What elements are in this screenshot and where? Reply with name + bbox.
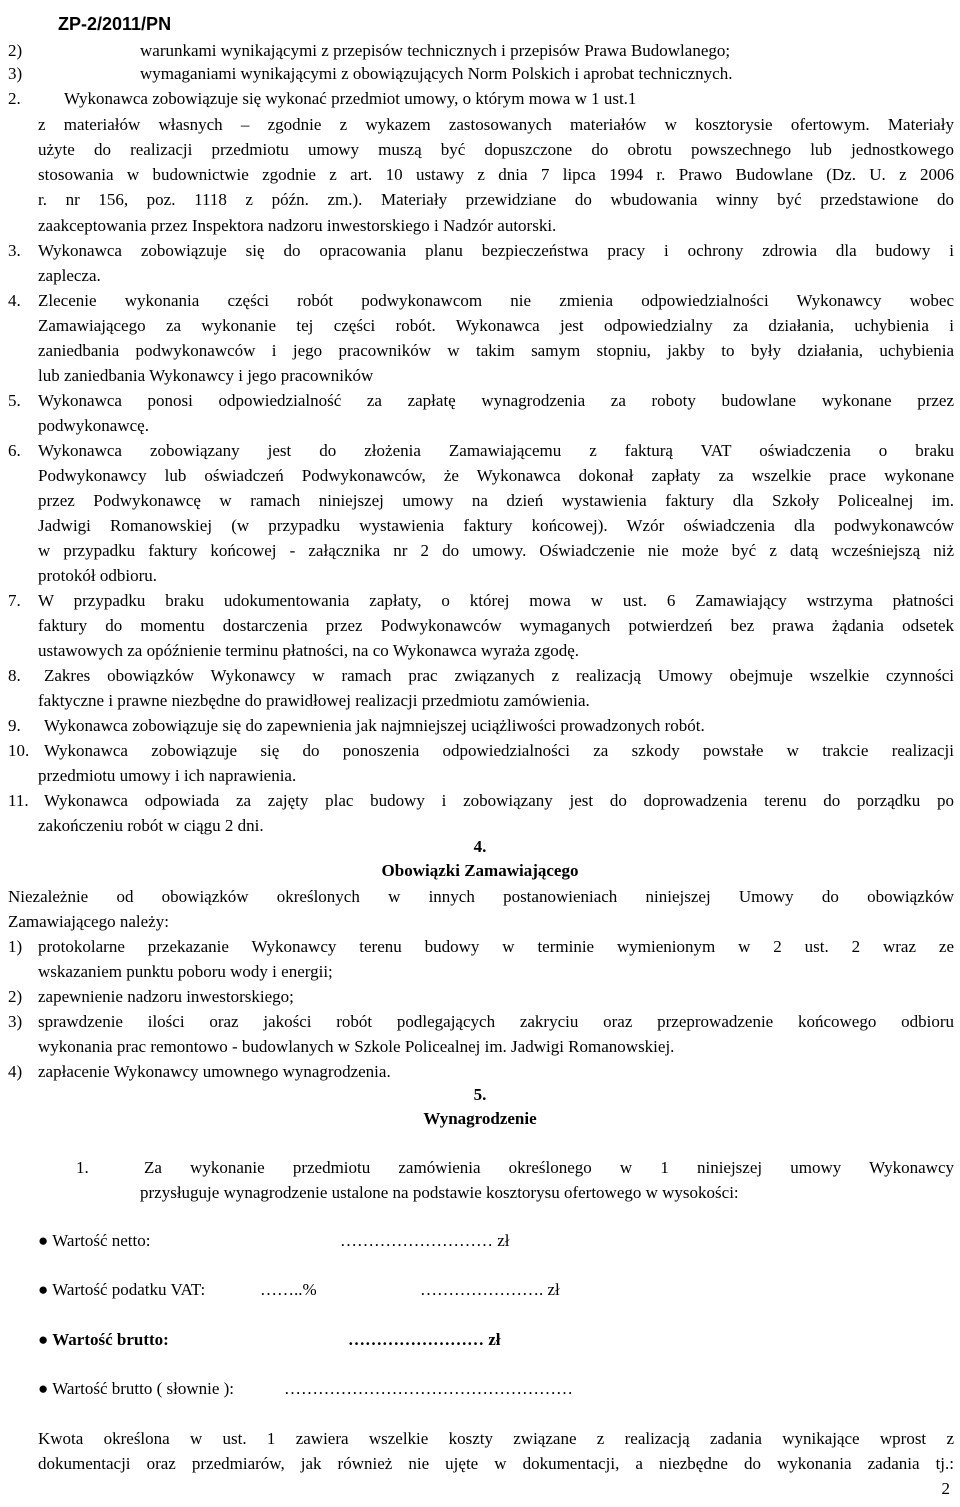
paragraph-line: lub zaniedbania Wykonawcy i jego pracowników <box>38 366 374 385</box>
bullet-percent: ……..% <box>260 1280 317 1299</box>
list-item-line: zapewnienie nadzoru inwestorskiego; <box>38 987 294 1006</box>
bullet-label: ● Wartość podatku VAT: <box>38 1280 206 1299</box>
paragraph-number: 2. <box>8 89 21 108</box>
paragraph-number: 4. <box>8 291 21 310</box>
paragraph-line: Zamawiającego należy: <box>8 912 169 931</box>
paragraph-line: zaplecza. <box>38 266 101 285</box>
paragraph-line: w przypadku faktury końcowej - załącznika nr 2 do umowy. Oświadczenie nie może być z datą wcześniejszą niż <box>38 541 954 560</box>
paragraph-line: Zamawiającego za wykonanie tej części robót. Wykonawca jest odpowiedzialny za działania, uchybienia i <box>38 316 954 335</box>
paragraph-number: 8. <box>8 666 21 685</box>
section-title: Obowiązki Zamawiającego <box>381 861 579 880</box>
section-number: 5. <box>473 1085 487 1104</box>
bullet-value: …………………. zł <box>420 1280 560 1299</box>
list-item-line: Za wykonanie przedmiotu zamówienia określonego w 1 niniejszej umowy Wykonawcy <box>144 1158 954 1177</box>
list-item-line: wykonania prac remontowo - budowlanych w Szkole Policealnej im. Jadwigi Romanowskiej. <box>38 1037 675 1056</box>
bullet-value: ……………………… zł <box>340 1231 510 1250</box>
paragraph-line: Wykonawca zobowiązuje się do zapewnienia jak najmniejszej uciążliwości prowadzonych robót. <box>44 716 705 735</box>
paragraph-line: Kwota określona w ust. 1 zawiera wszelkie koszty związane z realizacją zadania wynikające wprost z <box>38 1429 954 1448</box>
list-item-number: 3) <box>8 64 23 83</box>
bullet-value: …………………… zł <box>348 1330 501 1349</box>
list-item-number: 2) <box>8 987 23 1006</box>
paragraph-line: Jadwigi Romanowskiej (w przypadku wystawienia faktury końcowej). Wzór oświadczenia dla podwykonawców <box>38 516 954 535</box>
paragraph-line: Zlecenie wykonania części robót podwykonawcom nie zmienia odpowiedzialności Wykonawcy wobec <box>38 291 954 310</box>
list-item-number: 4) <box>8 1062 23 1081</box>
section-title: Wynagrodzenie <box>423 1109 537 1128</box>
list-item-line: protokolarne przekazanie Wykonawcy terenu budowy w terminie wymienionym w 2 ust. 2 wraz ze <box>38 937 954 956</box>
list-item-number: 2) <box>8 41 23 60</box>
paragraph-line: dokumentacji oraz przedmiarów, jak również nie ujęte w dokumentacji, a niezbędne do wykonania zadania tj.: <box>38 1454 954 1473</box>
bullet-label: ● Wartość brutto: <box>38 1330 169 1349</box>
paragraph-line: Podwykonawcy lub oświadczeń Podwykonawców, że Wykonawca dokonał zapłaty za wszelkie prace wykonane <box>38 466 954 485</box>
paragraph-number: 5. <box>8 391 21 410</box>
paragraph-number: 7. <box>8 591 21 610</box>
list-item-line: zapłacenie Wykonawcy umownego wynagrodzenia. <box>38 1062 391 1081</box>
paragraph-line: przez Podwykonawcę w ramach niniejszej umowy na dzień wystawienia faktury dla Szkoły Policealnej im. <box>38 491 954 510</box>
paragraph-line: stosowania w budownictwie zgodnie z art. 10 ustawy z dnia 7 lipca 1994 r. Prawo Budowlane (Dz. U. z 2006 <box>38 165 954 184</box>
paragraph-line: Zakres obowiązków Wykonawcy w ramach prac związanych z realizacją Umowy obejmuje wszelkie czynności <box>44 666 954 685</box>
paragraph-number: 11. <box>8 791 29 810</box>
document-id: ZP-2/2011/PN <box>58 14 172 34</box>
paragraph-line: Wykonawca ponosi odpowiedzialność za zapłatę wynagrodzenia za roboty budowlane wykonane przez <box>38 391 954 410</box>
paragraph-line: zakończeniu robót w ciągu 2 dni. <box>38 816 264 835</box>
paragraph-line: Wykonawca zobowiązany jest do złożenia Zamawiającemu z fakturą VAT oświadczenia o braku <box>38 441 954 460</box>
paragraph-line: z materiałów własnych – zgodnie z wykazem zastosowanych materiałów w kosztorysie ofertowym. Materiały <box>38 115 954 134</box>
list-item-line: przysługuje wynagrodzenie ustalone na podstawie kosztorysu ofertowego w wysokości: <box>140 1183 739 1202</box>
paragraph-line: zaniedbania podwykonawców i jego pracowników w takim samym stopniu, jakby to były działania, uchybienia <box>38 341 954 360</box>
paragraph-number: 9. <box>8 716 21 735</box>
paragraph-line: protokół odbioru. <box>38 566 157 585</box>
paragraph-line: faktury do momentu dostarczenia przez Podwykonawców wymaganych potwierdzeń bez prawa żądania odsetek <box>38 616 954 635</box>
paragraph-line: ustawowych za opóźnienie terminu płatności, na co Wykonawca wyraża zgodę. <box>38 641 580 660</box>
paragraph-line: użyte do realizacji przedmiotu umowy muszą być dopuszczone do obrotu powszechnego lub jednostkowego <box>38 140 954 159</box>
paragraph-line: zaakceptowania przez Inspektora nadzoru inwestorskiego i Nadzór autorski. <box>38 216 557 235</box>
paragraph-number: 6. <box>8 441 21 460</box>
paragraph-line: podwykonawcę. <box>38 416 149 435</box>
paragraph-line: przedmiotu umowy i ich naprawienia. <box>38 766 297 785</box>
paragraph-number: 3. <box>8 241 21 260</box>
paragraph-line: r. nr 156, poz. 1118 z późn. zm.). Materiały przewidziane do wbudowania winny być przedstawione do <box>38 190 954 209</box>
paragraph-line: Wykonawca zobowiązuje się wykonać przedmiot umowy, o którym mowa w 1 ust.1 <box>64 89 637 108</box>
list-item-number: 1. <box>76 1158 89 1177</box>
paragraph-line: W przypadku braku udokumentowania zapłaty, o której mowa w ust. 6 Zamawiający wstrzyma płatności <box>38 591 954 610</box>
paragraph-line: Niezależnie od obowiązków określonych w innych postanowieniach niniejszej Umowy do obowiązków <box>8 887 954 906</box>
list-item-text: wymaganiami wynikającymi z obowiązujących Norm Polskich i aprobat technicznych. <box>140 64 733 83</box>
list-item-number: 3) <box>8 1012 23 1031</box>
list-item-number: 1) <box>8 937 23 956</box>
paragraph-line: Wykonawca zobowiązuje się do opracowania planu bezpieczeństwa pracy i ochrony zdrowia dla budowy i <box>38 241 954 260</box>
list-item-text: warunkami wynikającymi z przepisów technicznych i przepisów Prawa Budowlanego; <box>140 41 731 60</box>
bullet-label: ● Wartość netto: <box>38 1231 151 1250</box>
section-number: 4. <box>473 837 487 856</box>
bullet-label: ● Wartość brutto ( słownie ): <box>38 1379 235 1398</box>
paragraph-number: 10. <box>8 741 30 760</box>
page-number: 2 <box>941 1479 950 1498</box>
paragraph-line: Wykonawca odpowiada za zajęty plac budowy i zobowiązany jest do doprowadzenia terenu do porządku po <box>44 791 954 810</box>
paragraph-line: Wykonawca zobowiązuje się do ponoszenia odpowiedzialności za szkody powstałe w trakcie realizacji <box>44 741 954 760</box>
paragraph-line: faktyczne i prawne niezbędne do prawidłowej realizacji przedmiotu zamówienia. <box>38 691 590 710</box>
list-item-line: sprawdzenie ilości oraz jakości robót podlegających zakryciu oraz przeprowadzenie końcowego odbioru <box>38 1012 954 1031</box>
list-item-line: wskazaniem punktu poboru wody i energii; <box>38 962 333 981</box>
bullet-value: …………………………………………… <box>284 1379 573 1398</box>
